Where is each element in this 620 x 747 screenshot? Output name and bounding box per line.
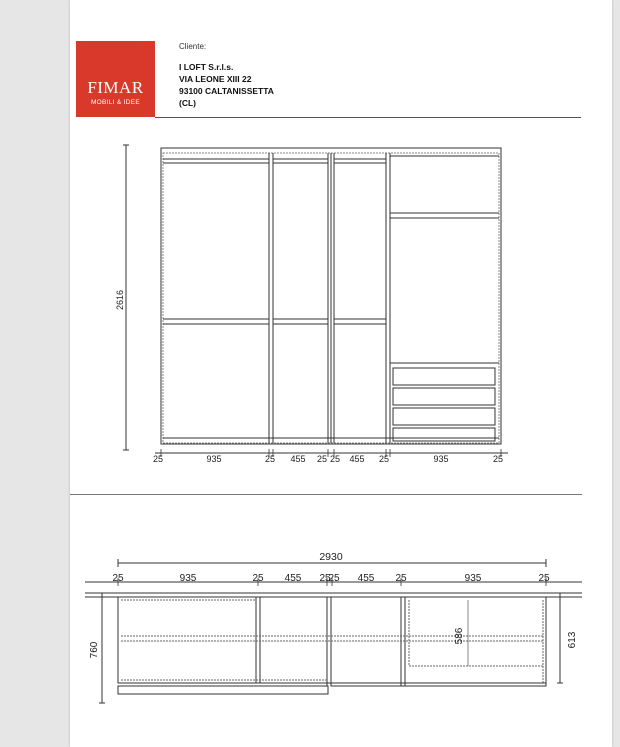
wardrobe-plan-outline	[118, 597, 546, 683]
plan-width-label: 25	[319, 573, 331, 584]
plan-width-label: 25	[252, 573, 264, 584]
front-width-label: 935	[206, 454, 222, 464]
plan-width-label: 455	[284, 573, 302, 584]
client-city: 93100 CALTANISSETTA	[179, 86, 274, 96]
plan-width-label: 935	[464, 573, 482, 584]
front-width-label: 455	[290, 454, 306, 464]
front-width-label: 25	[378, 454, 390, 464]
plan-inner-depth-label: 586	[454, 627, 465, 645]
plan-width-label: 25	[395, 573, 407, 584]
front-width-label: 25	[329, 454, 341, 464]
plan-right-depth-label: 613	[567, 631, 578, 649]
logo-subtitle: MOBILI & IDEE	[90, 99, 141, 106]
plan-left-depth-label: 760	[89, 641, 100, 659]
client-name: I LOFT S.r.l.s.	[179, 62, 234, 72]
plan-width-label: 25	[328, 573, 340, 584]
plan-width-label: 25	[538, 573, 550, 584]
plan-width-label: 25	[112, 573, 124, 584]
plan-base	[118, 686, 328, 694]
front-drawers	[390, 363, 499, 441]
plan-width-label: 935	[179, 573, 197, 584]
front-width-label: 455	[349, 454, 365, 464]
client-province: (CL)	[179, 98, 196, 108]
front-dividers	[269, 153, 390, 443]
front-width-label: 25	[264, 454, 276, 464]
front-width-label: 25	[316, 454, 328, 464]
client-label: Cliente:	[179, 42, 207, 51]
plan-total-label: 2930	[319, 551, 343, 563]
plan-shelves	[121, 600, 543, 683]
front-width-label: 935	[433, 454, 449, 464]
client-street: VIA LEONE XIII 22	[179, 74, 252, 84]
front-height-label: 2616	[115, 289, 125, 311]
front-width-label: 25	[492, 454, 504, 464]
logo-brand: FIMAR	[87, 78, 144, 97]
front-width-label: 25	[152, 454, 164, 464]
plan-width-label: 455	[357, 573, 375, 584]
